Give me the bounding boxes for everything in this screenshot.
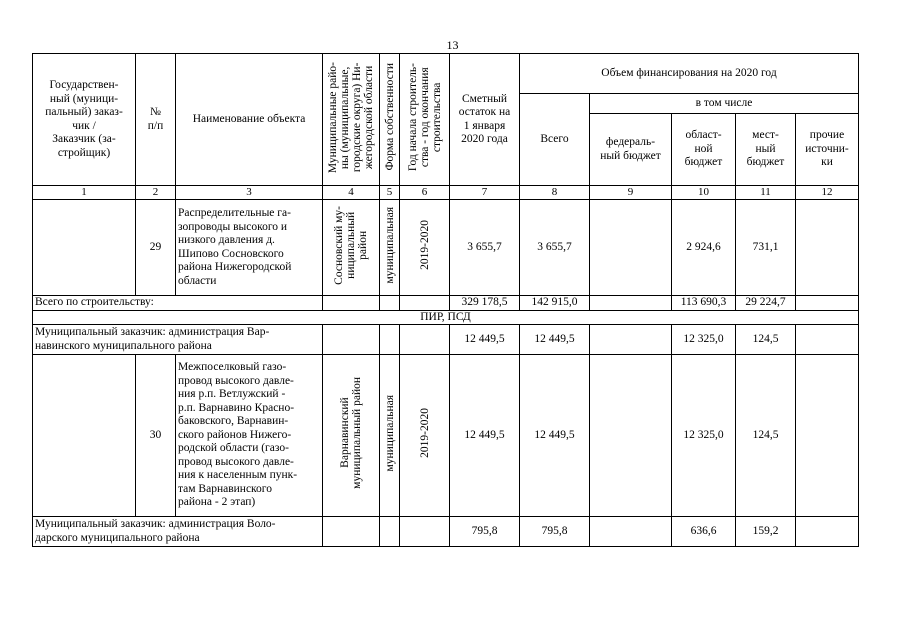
cell-total: 3 655,7 <box>520 200 590 296</box>
col-number: 2 <box>136 186 176 200</box>
cell-total: 142 915,0 <box>520 296 590 311</box>
header-num: № п/п <box>136 54 176 186</box>
col-number: 10 <box>672 186 736 200</box>
cell-regional: 2 924,6 <box>672 200 736 296</box>
header-other: прочие источни- ки <box>796 114 859 186</box>
cell-other <box>796 200 859 296</box>
cell-total: 12 449,5 <box>520 355 590 517</box>
col-number: 7 <box>450 186 520 200</box>
table-row-30 <box>33 355 859 517</box>
header-estimated-balance: Сметный остаток на 1 января 2020 года <box>450 54 520 186</box>
table-row-29 <box>33 200 859 296</box>
cell-empty <box>796 517 859 547</box>
cell-customer <box>33 355 136 517</box>
col-number: 1 <box>33 186 136 200</box>
cell-num: 30 <box>136 355 176 517</box>
cell-district: Варнавинский муниципальный район <box>323 355 380 517</box>
cell-other <box>796 355 859 517</box>
financing-table <box>32 53 859 547</box>
col-number: 11 <box>736 186 796 200</box>
cell-total: 795,8 <box>520 517 590 547</box>
header-federal: федераль- ный бюджет <box>590 114 672 186</box>
section-heading-pir: ПИР, ПСД <box>33 310 859 325</box>
cell-regional: 12 325,0 <box>672 325 736 355</box>
col-number: 4 <box>323 186 380 200</box>
cell-empty <box>323 296 380 311</box>
header-object-name: Наименование объекта <box>176 54 323 186</box>
cell-district: Сосновский му- ниципальный район <box>323 200 380 296</box>
customer-label: Муниципальный заказчик: администрация Воло- дарского муниципального района <box>33 517 323 547</box>
header-total: Всего <box>520 94 590 186</box>
cell-balance: 795,8 <box>450 517 520 547</box>
cell-balance: 12 449,5 <box>450 325 520 355</box>
construction-total-row <box>33 296 859 311</box>
cell-empty <box>590 325 672 355</box>
cell-balance: 3 655,7 <box>450 200 520 296</box>
cell-total: 12 449,5 <box>520 325 590 355</box>
construction-total-label: Всего по строительству: <box>33 296 323 311</box>
cell-federal <box>590 355 672 517</box>
cell-regional: 113 690,3 <box>672 296 736 311</box>
cell-empty <box>380 325 400 355</box>
cell-empty <box>400 296 450 311</box>
cell-local: 124,5 <box>736 325 796 355</box>
cell-customer <box>33 200 136 296</box>
cell-balance: 12 449,5 <box>450 355 520 517</box>
cell-years: 2019-2020 <box>400 200 450 296</box>
cell-empty <box>796 325 859 355</box>
cell-ownership: муниципальная <box>380 200 400 296</box>
cell-ownership: муниципальная <box>380 355 400 517</box>
cell-local: 29 224,7 <box>736 296 796 311</box>
cell-empty <box>400 325 450 355</box>
customer-row-volodarsk <box>33 517 859 547</box>
header-funding: Объем финансирования на 2020 год <box>520 54 859 94</box>
col-number: 6 <box>400 186 450 200</box>
cell-empty <box>323 517 380 547</box>
cell-empty <box>380 296 400 311</box>
header-municipal-district: Муниципальные райо- ны (муниципальные, городские округа) Ни- жегородской области <box>323 54 380 186</box>
cell-object-name: Межпоселковый газо- провод высокого давле- ния р.п. Ветлужский - р.п. Варнавино Красно- баковского, Варнавин- ского районов Нижего- родской области (газо- провод высокого давле- ния к населенным пунк- там Варнавинского района - 2 этап) <box>176 355 323 517</box>
header-ownership: Форма собственности <box>380 54 400 186</box>
cell-empty <box>400 517 450 547</box>
cell-regional: 12 325,0 <box>672 355 736 517</box>
cell-balance: 329 178,5 <box>450 296 520 311</box>
cell-empty <box>380 517 400 547</box>
cell-years: 2019-2020 <box>400 355 450 517</box>
col-number: 9 <box>590 186 672 200</box>
col-number: 3 <box>176 186 323 200</box>
customer-label: Муниципальный заказчик: администрация Вар- навинского муниципального района <box>33 325 323 355</box>
header-regional: област- ной бюджет <box>672 114 736 186</box>
cell-object-name: Распределительные га- зопроводы высокого и низкого давления д. Шипово Сосновского района Нижегородской области <box>176 200 323 296</box>
header-years: Год начала строитель- ства - год окончания строительства <box>400 54 450 186</box>
cell-regional: 636,6 <box>672 517 736 547</box>
cell-empty <box>590 517 672 547</box>
cell-other <box>796 296 859 311</box>
cell-num: 29 <box>136 200 176 296</box>
cell-local: 124,5 <box>736 355 796 517</box>
header-including: в том числе <box>590 94 859 114</box>
header-local: мест- ный бюджет <box>736 114 796 186</box>
customer-row-varnavino <box>33 325 859 355</box>
cell-federal <box>590 296 672 311</box>
header-customer: Государствен- ный (муници- пальный) заказ- чик / Заказчик (за- стройщик) <box>33 54 136 186</box>
cell-empty <box>323 325 380 355</box>
col-number: 12 <box>796 186 859 200</box>
page-number: 13 <box>446 38 459 52</box>
col-number: 5 <box>380 186 400 200</box>
cell-local: 159,2 <box>736 517 796 547</box>
col-number: 8 <box>520 186 590 200</box>
cell-local: 731,1 <box>736 200 796 296</box>
cell-federal <box>590 200 672 296</box>
